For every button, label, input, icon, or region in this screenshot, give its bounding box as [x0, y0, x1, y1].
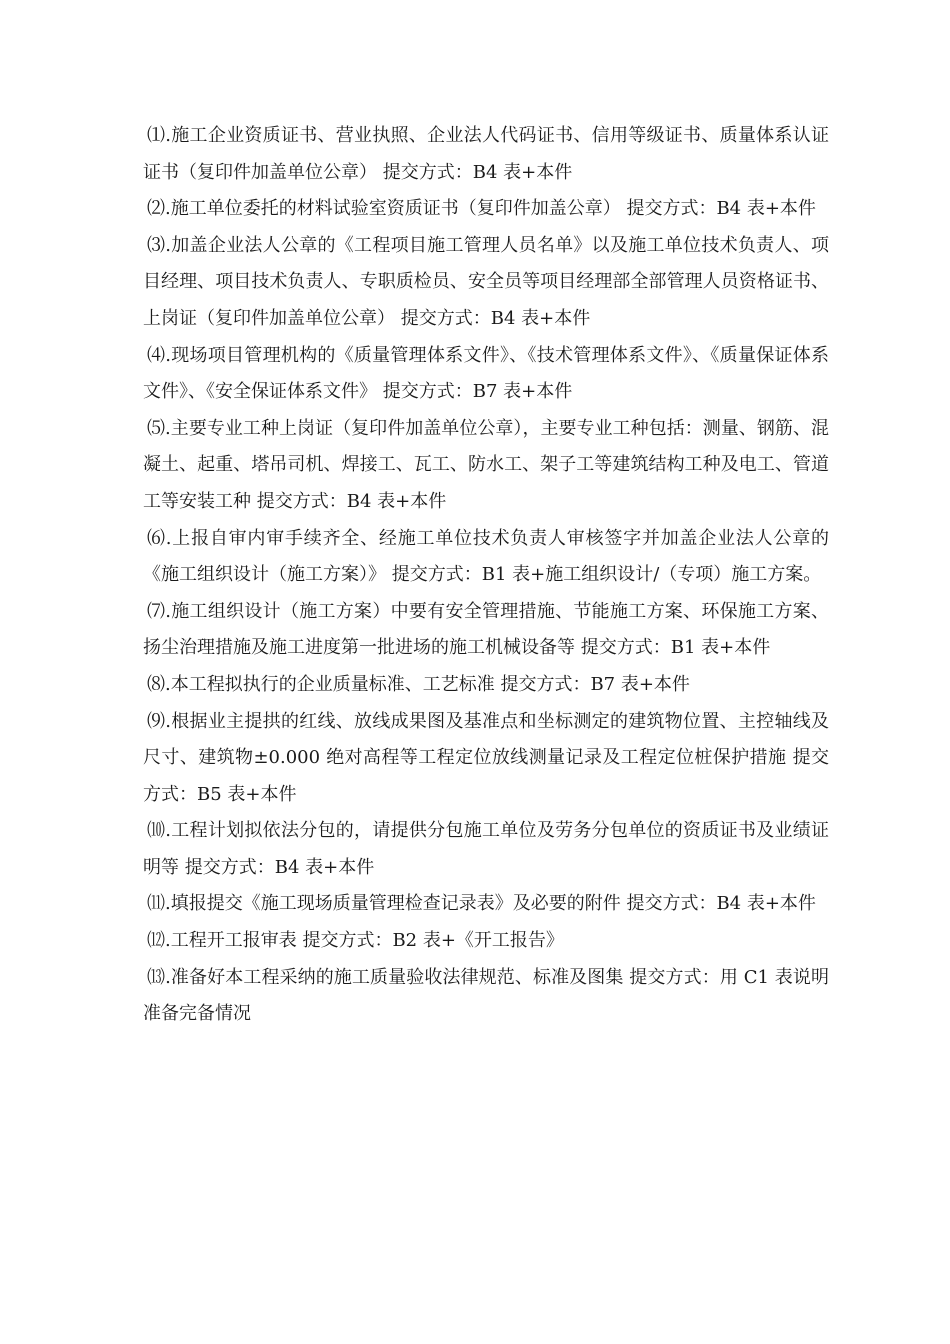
- list-item: ⒀.准备好本工程采纳的施工质量验收法律规范、标准及图集 提交方式：用 C1 表说明准备完备情况: [143, 966, 829, 1025]
- list-item: ⑹.上报自审内审手续齐全、经施工单位技术负责人审核签字并加盖企业法人公章的《施工组织设计（施工方案）》 提交方式：B1 表+施工组织设计/（专项）施工方案。: [143, 527, 829, 586]
- list-item: ⑾.填报提交《施工现场质量管理检查记录表》及必要的附件 提交方式：B4 表+本件: [147, 893, 816, 915]
- list-item: ⑵.施工单位委托的材料试验室资质证书（复印件加盖公章） 提交方式：B4 表+本件: [147, 198, 816, 220]
- list-item: ⑽.工程计划拟依法分包的，请提供分包施工单位及劳务分包单位的资质证书及业绩证明等 提交方式：B4 表+本件: [143, 820, 829, 878]
- document-body: [143, 118, 829, 1033]
- list-item: ⑷.现场项目管理机构的《质量管理体系文件》、《技术管理体系文件》、《质量保证体系文件》、《安全保证体系文件》 提交方式：B7 表+本件: [143, 344, 829, 403]
- list-item: ⑿.工程开工报审表 提交方式：B2 表+《开工报告》: [147, 930, 564, 952]
- list-item: ⑼.根据业主提拱的红线、放线成果图及基准点和坐标测定的建筑物位置、主控轴线及尺寸、建筑物±0.000 绝对高程等工程定位放线测量记录及工程定位桩保护措施 提交方式：B5 表+本件: [143, 710, 829, 805]
- list-item: ⑺.施工组织设计（施工方案）中要有安全管理措施、节能施工方案、环保施工方案、扬尘治理措施及施工进度第一批进场的施工机械设备等 提交方式：B1 表+本件: [143, 600, 829, 659]
- list-item: ⑸.主要专业工种上岗证（复印件加盖单位公章），主要专业工种包括：测量、钢筋、混凝土、起重、塔吊司机、焊接工、瓦工、防水工、架子工等建筑结构工种及电工、管道工等安装工种 提交方式：B4 表+本件: [143, 417, 829, 512]
- list-item: ⑴.施工企业资质证书、营业执照、企业法人代码证书、信用等级证书、质量体系认证证书（复印件加盖单位公章） 提交方式：B4 表+本件: [143, 125, 829, 183]
- list-item: ⑶.加盖企业法人公章的《工程项目施工管理人员名单》以及施工单位技术负责人、项目经理、项目技术负责人、专职质检员、安全员等项目经理部全部管理人员资格证书、上岗证（复印件加盖单位公章） 提交方式：B4 表+本件: [143, 234, 829, 329]
- list-item: ⑻.本工程拟执行的企业质量标准、工艺标准 提交方式：B7 表+本件: [147, 673, 690, 695]
